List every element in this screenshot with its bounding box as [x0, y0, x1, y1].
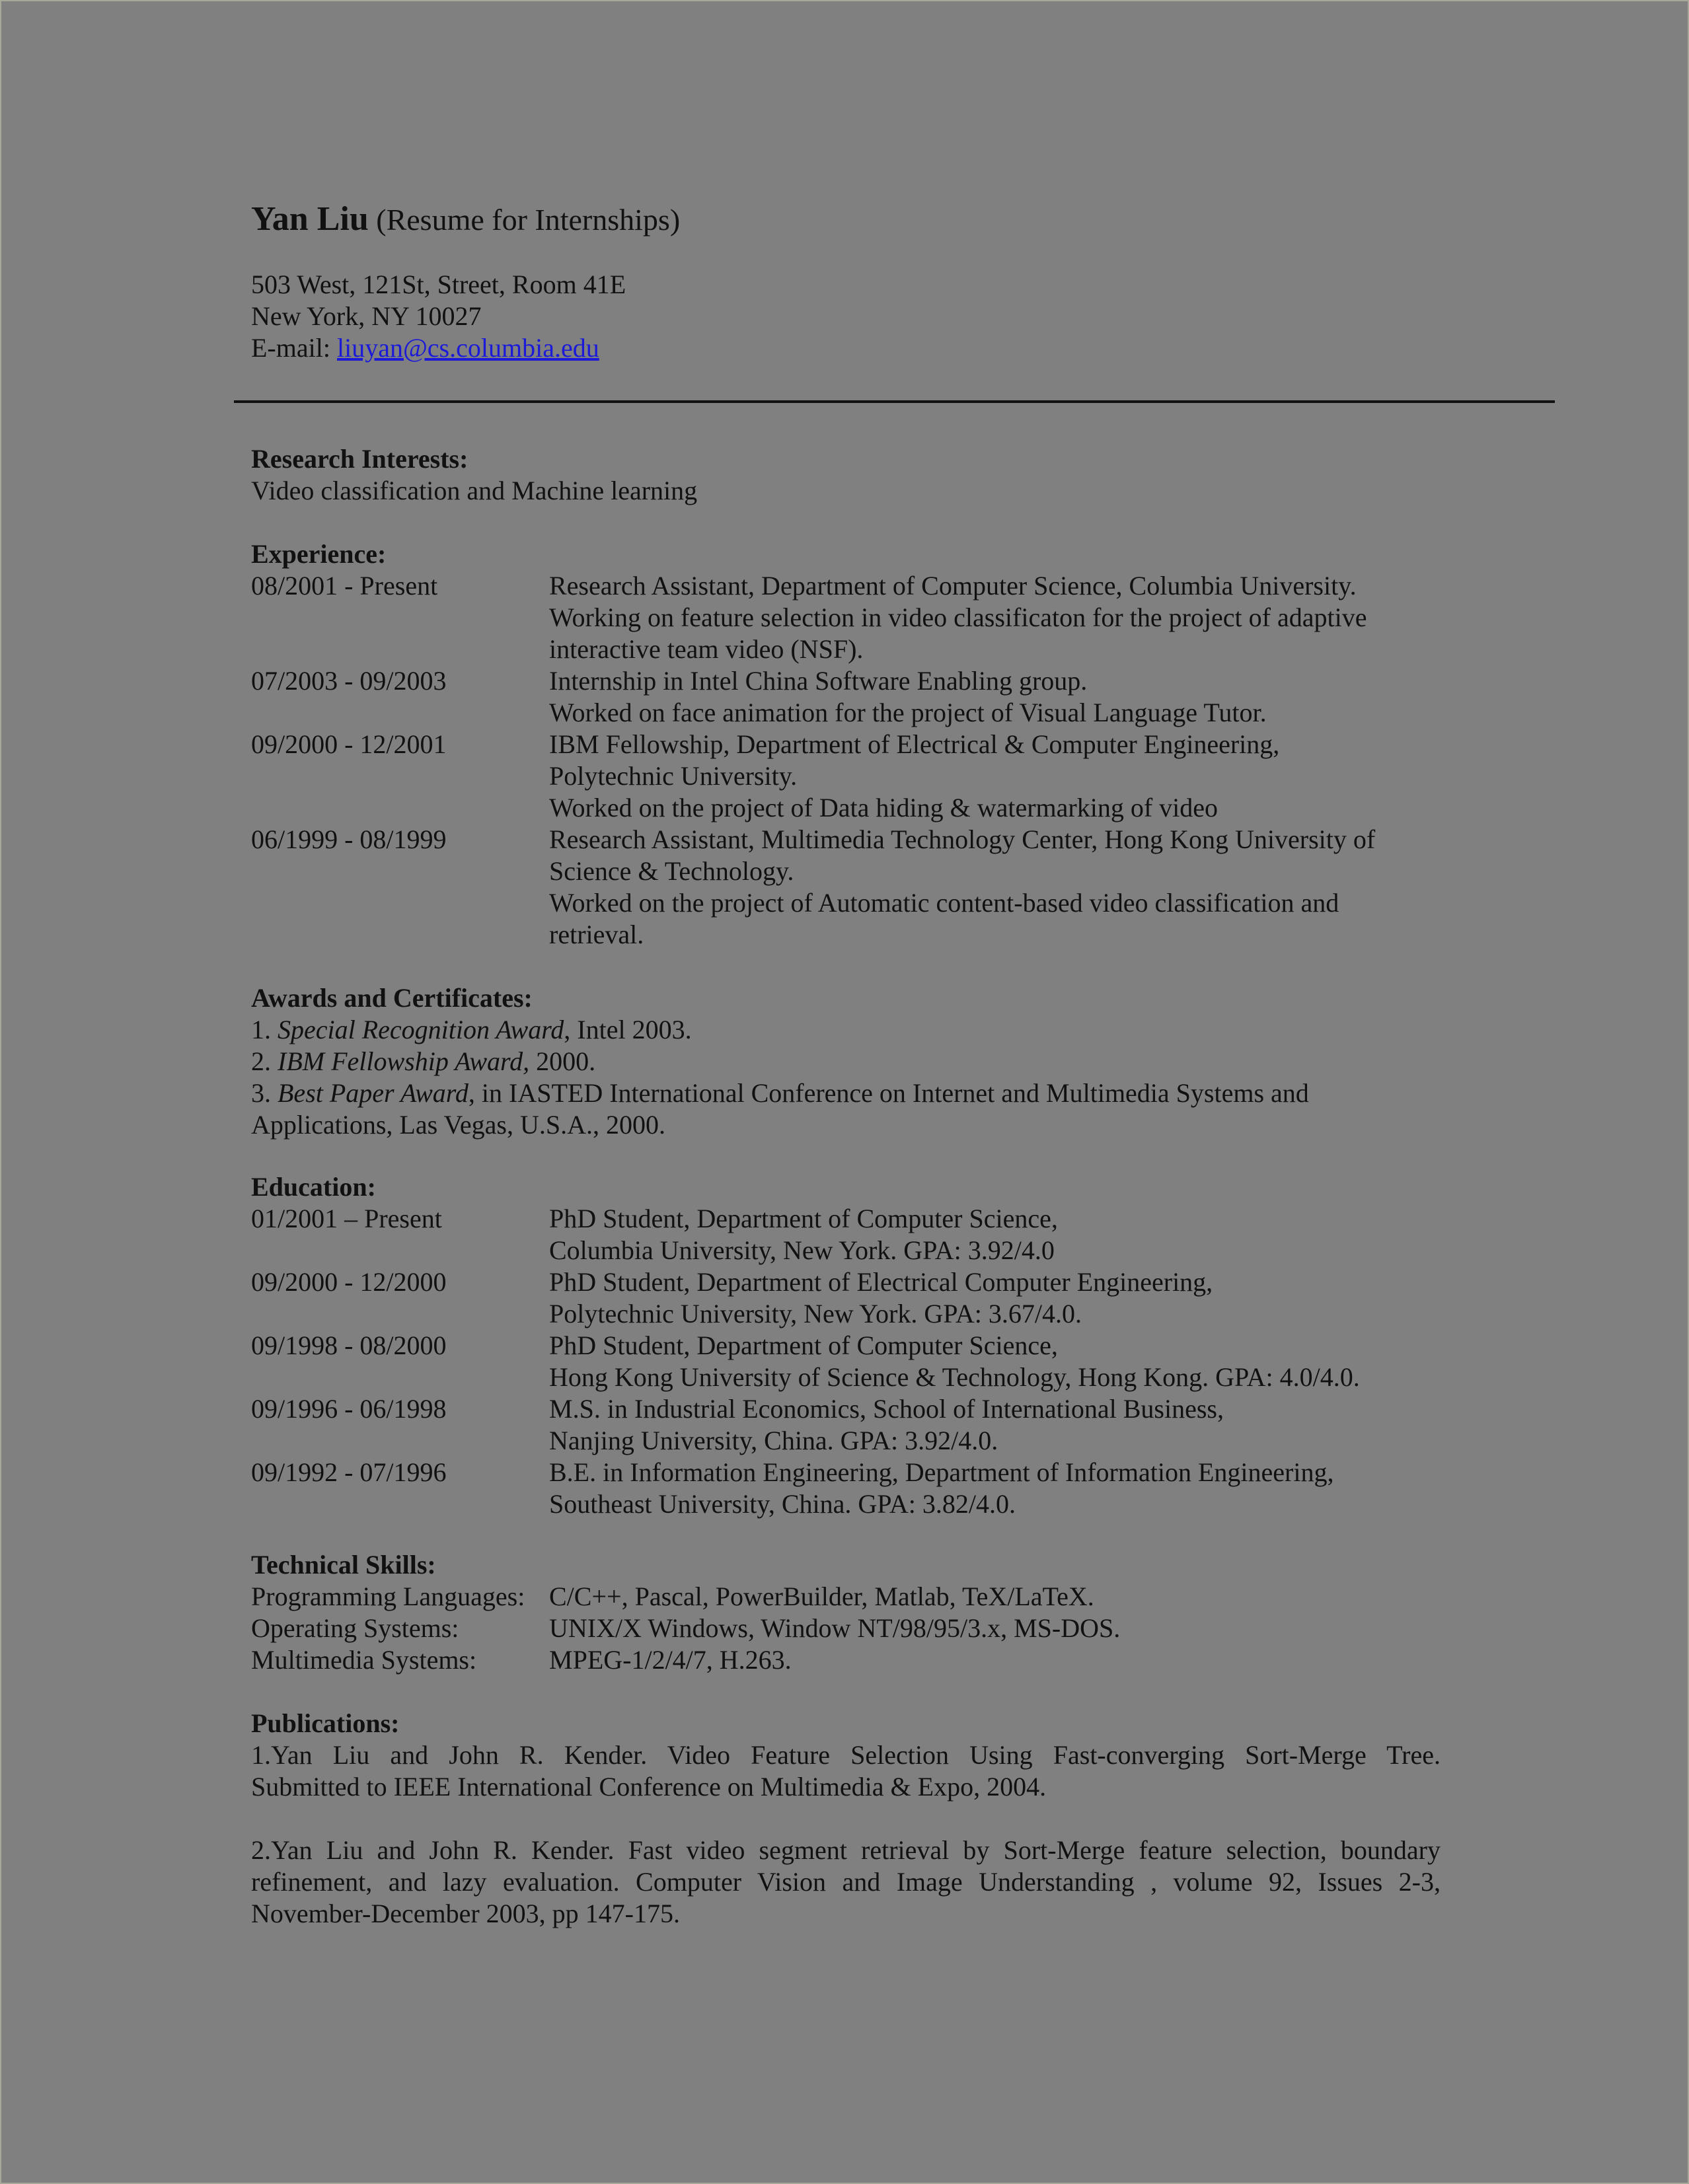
education-line: M.S. in Industrial Economics, School of International Business,	[549, 1394, 1224, 1424]
award-name: IBM Fellowship Award,	[278, 1046, 530, 1076]
awards-title: Awards and Certificates:	[251, 983, 533, 1013]
experience-line: Working on feature selection in video classificaton for the project of adaptive	[549, 602, 1367, 632]
award-detail: 2000.	[529, 1046, 596, 1076]
skill-label: Operating Systems:	[251, 1613, 459, 1643]
person-name: Yan Liu	[251, 200, 369, 238]
experience-date: 06/1999 - 08/1999	[251, 824, 447, 854]
experience-line: retrieval.	[549, 920, 644, 949]
header-divider	[234, 400, 1555, 403]
experience-date: 09/2000 - 12/2001	[251, 729, 447, 759]
education-entry	[251, 1203, 1441, 1266]
experience-line: Polytechnic University.	[549, 761, 798, 791]
email-link[interactable]: liuyan@cs.columbia.edu	[336, 333, 599, 363]
experience-date: 07/2003 - 09/2003	[251, 666, 447, 696]
resume-header	[251, 200, 1441, 364]
experience-title: Experience:	[251, 539, 387, 569]
skills-title: Technical Skills:	[251, 1550, 436, 1580]
experience-line: interactive team video (NSF).	[549, 634, 864, 664]
address-line-1: 503 West, 121St, Street, Room 41E	[251, 270, 626, 299]
education-entry	[251, 1457, 1441, 1520]
skill-label: Multimedia Systems:	[251, 1645, 477, 1675]
publication-item	[251, 1739, 1441, 1803]
awards-section	[251, 982, 1441, 1141]
skill-value: UNIX/X Windows, Window NT/98/95/3.x, MS-DOS.	[549, 1613, 1121, 1643]
education-date: 01/2001 – Present	[251, 1204, 442, 1233]
education-line: PhD Student, Department of Electrical Computer Engineering,	[549, 1267, 1213, 1297]
experience-line: Internship in Intel China Software Enabling group.	[549, 666, 1088, 696]
experience-entry	[251, 729, 1441, 824]
award-item	[251, 1046, 1441, 1077]
experience-line: Science & Technology.	[549, 856, 794, 886]
publications-title: Publications:	[251, 1708, 400, 1738]
publication-line: 1.Yan Liu and John R. Kender. Video Feature Selection Using Fast-converging Sort-Merge Tree.	[251, 1740, 1441, 1770]
education-date: 09/1992 - 07/1996	[251, 1457, 447, 1487]
education-line: Hong Kong University of Science & Technology, Hong Kong. GPA: 4.0/4.0.	[549, 1362, 1360, 1392]
skills-section	[251, 1549, 1441, 1676]
experience-line: Worked on face animation for the project of Visual Language Tutor.	[549, 698, 1267, 727]
skill-row	[251, 1581, 1441, 1613]
experience-line: Research Assistant, Department of Computer Science, Columbia University.	[549, 571, 1357, 601]
name-heading	[251, 200, 1441, 240]
award-item	[251, 1077, 1441, 1109]
award-name: Special Recognition Award	[278, 1015, 564, 1044]
experience-entry	[251, 665, 1441, 729]
experience-entry	[251, 570, 1441, 665]
education-date: 09/1996 - 06/1998	[251, 1394, 447, 1424]
education-line: PhD Student, Department of Computer Science,	[549, 1330, 1058, 1360]
education-line: Polytechnic University, New York. GPA: 3.67/4.0.	[549, 1299, 1082, 1329]
education-title: Education:	[251, 1172, 376, 1202]
skill-row	[251, 1644, 1441, 1676]
education-date: 09/1998 - 08/2000	[251, 1330, 447, 1360]
education-date: 09/2000 - 12/2000	[251, 1267, 447, 1297]
skill-row	[251, 1613, 1441, 1644]
experience-line: Worked on the project of Data hiding & watermarking of video	[549, 793, 1219, 822]
education-line: Nanjing University, China. GPA: 3.92/4.0.	[549, 1426, 998, 1455]
education-line: PhD Student, Department of Computer Science,	[549, 1204, 1058, 1233]
award-number: 2.	[251, 1046, 278, 1076]
publication-line: 2.Yan Liu and John R. Kender. Fast video segment retrieval by Sort-Merge feature selection, boundary	[251, 1835, 1441, 1865]
email-label: E-mail:	[251, 333, 337, 363]
education-line: Southeast University, China. GPA: 3.82/4.0.	[549, 1489, 1016, 1519]
research-section	[251, 443, 1441, 507]
experience-entry	[251, 824, 1441, 951]
education-line: B.E. in Information Engineering, Department of Information Engineering,	[549, 1457, 1334, 1487]
publication-line: November-December 2003, pp 147-175.	[251, 1899, 681, 1928]
skill-value: MPEG-1/2/4/7, H.263.	[549, 1645, 792, 1675]
education-entry	[251, 1330, 1441, 1393]
award-number: 3.	[251, 1078, 278, 1108]
education-entry	[251, 1393, 1441, 1457]
publication-line: refinement, and lazy evaluation. Computer Vision and Image Understanding , volume 92, Issues 2-3,	[251, 1867, 1441, 1897]
award-number: 1.	[251, 1015, 278, 1044]
publications-section	[251, 1708, 1441, 1930]
address-line-2: New York, NY 10027	[251, 301, 482, 331]
experience-line: IBM Fellowship, Department of Electrical & Computer Engineering,	[549, 729, 1280, 759]
experience-date: 08/2001 - Present	[251, 571, 438, 601]
award-detail: , Intel 2003.	[564, 1015, 692, 1044]
award-item-continuation: Applications, Las Vegas, U.S.A., 2000.	[251, 1110, 665, 1140]
award-name: Best Paper Award	[278, 1078, 469, 1108]
award-item	[251, 1014, 1441, 1046]
publication-line: Submitted to IEEE International Conference on Multimedia & Expo, 2004.	[251, 1772, 1047, 1802]
education-section	[251, 1171, 1441, 1520]
award-detail: , in IASTED International Conference on Internet and Multimedia Systems and	[468, 1078, 1309, 1108]
resume-subtitle: (Resume for Internships)	[376, 203, 681, 237]
publication-item	[251, 1835, 1441, 1930]
research-title: Research Interests:	[251, 444, 469, 474]
experience-line: Worked on the project of Automatic content-based video classification and	[549, 888, 1339, 918]
skill-label: Programming Languages:	[251, 1582, 525, 1611]
research-text: Video classification and Machine learning	[251, 476, 698, 505]
experience-line: Research Assistant, Multimedia Technology Center, Hong Kong University of	[549, 824, 1376, 854]
email-line	[251, 332, 1441, 364]
address-block	[251, 269, 1441, 364]
education-line: Columbia University, New York. GPA: 3.92/4.0	[549, 1235, 1055, 1265]
experience-section	[251, 538, 1441, 951]
skill-value: C/C++, Pascal, PowerBuilder, Matlab, TeX/LaTeX.	[549, 1582, 1094, 1611]
education-entry	[251, 1266, 1441, 1330]
